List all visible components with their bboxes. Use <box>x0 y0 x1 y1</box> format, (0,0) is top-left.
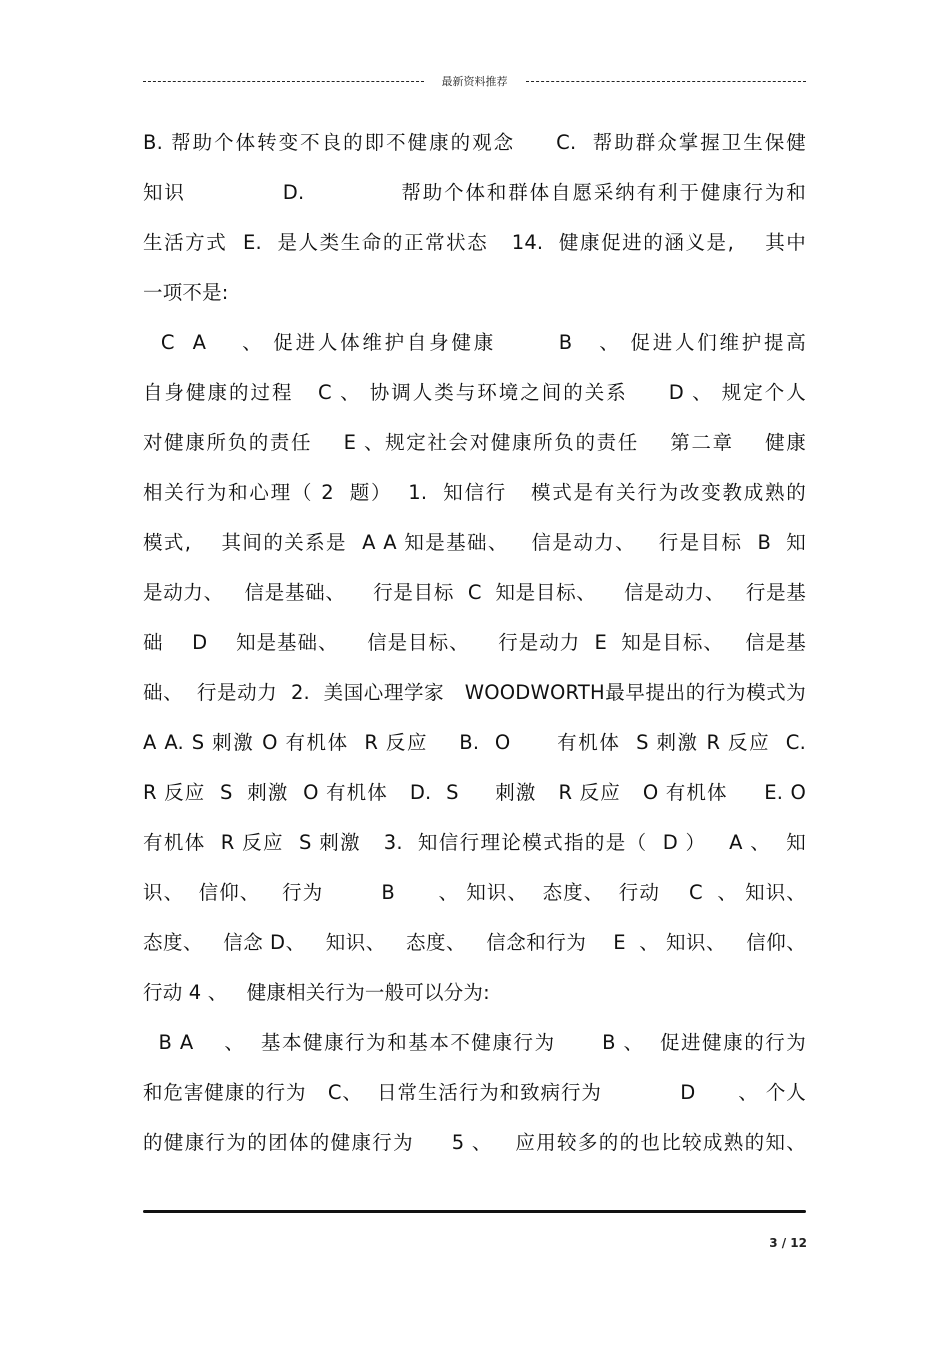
text-line: 自身健康的过程 C 、 协调人类与环境之间的关系 D 、 规定个人 <box>143 381 806 404</box>
page-header <box>143 72 806 90</box>
text-line: 础 D 知是基础、 信是目标、 行是动力 E 知是目标、 信是基 <box>143 631 806 654</box>
text-line: 和危害健康的行为 C、 日常生活行为和致病行为 D 、 个人 <box>143 1081 806 1104</box>
text-line: 相关行为和心理（ 2 题） 1. 知信行 模式是有关行为改变教成熟的 <box>143 481 806 504</box>
page-number: 3 / 12 <box>769 1236 807 1250</box>
header-rule-right <box>526 81 807 82</box>
text-line: 是动力、 信是基础、 行是目标 C 知是目标、 信是动力、 行是基 <box>143 581 806 604</box>
text-line: 模式, 其间的关系是 A A 知是基础、 信是动力、 行是目标 B 知 <box>143 531 806 554</box>
text-line: 知识 D. 帮助个体和群体自愿采纳有利于健康行为和 <box>143 181 806 204</box>
text-line: B A 、 基本健康行为和基本不健康行为 B 、 促进健康的行为 <box>143 1031 806 1054</box>
text-line: 有机体 R 反应 S 刺激 3. 知信行理论模式指的是（ D ） A 、 知 <box>143 831 806 854</box>
text-line: 生活方式 E. 是人类生命的正常状态 14. 健康促进的涵义是, 其中 <box>143 231 806 254</box>
header-title: 最新资料推荐 <box>441 75 508 88</box>
text-line: R 反应 S 刺激 O 有机体 D. S 刺激 R 反应 O 有机体 E. O <box>143 781 806 804</box>
text-line: 一项不是: <box>143 281 229 304</box>
text-line: 态度、 信念 D、 知识、 态度、 信念和行为 E 、 知识、 信仰、 <box>143 931 806 954</box>
text-line: B. 帮助个体转变不良的即不健康的观念 C. 帮助群众掌握卫生保健 <box>143 131 806 154</box>
text-line: 行动 4 、 健康相关行为一般可以分为: <box>143 981 490 1004</box>
text-line: 的健康行为的团体的健康行为 5 、 应用较多的的也比较成熟的知、 <box>143 1131 806 1154</box>
footer-rule <box>143 1210 806 1213</box>
header-rule-left <box>143 81 424 82</box>
document-body <box>143 118 806 1168</box>
text-line: 识、 信仰、 行为 B 、 知识、 态度、 行动 C 、 知识、 <box>143 881 806 904</box>
text-line: A A. S 刺激 O 有机体 R 反应 B. O 有机体 S 刺激 R 反应 C. <box>143 731 806 754</box>
text-line: 对健康所负的责任 E 、规定社会对健康所负的责任 第二章 健康 <box>143 431 806 454</box>
text-line: 础、 行是动力 2. 美国心理学家 WOODWORTH最早提出的行为模式为 <box>143 681 806 704</box>
text-line: C A 、 促进人体维护自身健康 B 、 促进人们维护提高 <box>143 331 806 354</box>
